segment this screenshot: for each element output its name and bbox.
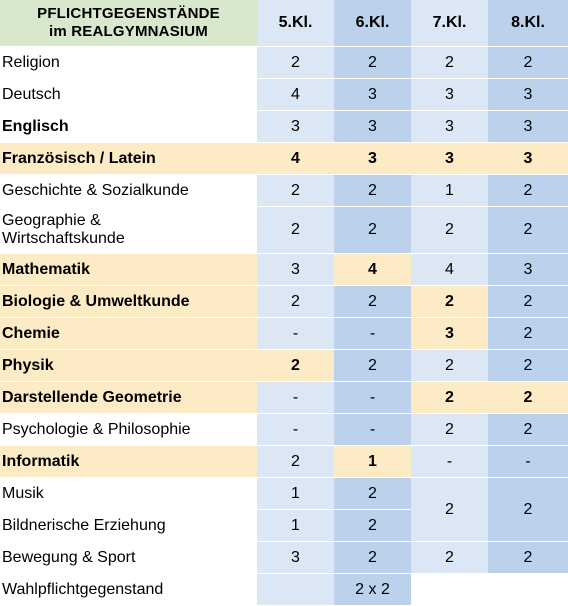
hours-cell: 2 (411, 286, 488, 318)
table-row (0, 318, 568, 350)
hours-cell: 3 (411, 79, 488, 111)
table-row (0, 446, 568, 478)
hours-cell: - (334, 414, 411, 446)
subject-label: Französisch / Latein (0, 143, 257, 175)
hours-cell: 2 (411, 47, 488, 79)
hours-cell: 2 (488, 350, 568, 382)
table-row (0, 414, 568, 446)
subject-label: Wahlpflichtgegenstand (0, 574, 257, 606)
hours-cell: 3 (257, 111, 334, 143)
hours-cell: 2 (488, 286, 568, 318)
hours-cell: 1 (257, 510, 334, 542)
hours-cell: 2 (411, 414, 488, 446)
table-row (0, 542, 568, 574)
table-row (0, 574, 568, 606)
grade-header-5: 5.Kl. (257, 0, 334, 47)
hours-cell: 2 (411, 207, 488, 254)
hours-cell: - (257, 318, 334, 350)
hours-cell: 4 (257, 79, 334, 111)
hours-cell (257, 574, 334, 606)
hours-cell: 3 (488, 111, 568, 143)
subject-label: Informatik (0, 446, 257, 478)
hours-cell: 2 (257, 207, 334, 254)
hours-cell: - (334, 318, 411, 350)
subject-label: Deutsch (0, 79, 257, 111)
hours-cell: 4 (334, 254, 411, 286)
hours-cell: 1 (411, 175, 488, 207)
table-title (0, 0, 257, 47)
hours-cell: 2 (488, 207, 568, 254)
hours-cell: - (411, 446, 488, 478)
hours-cell: 3 (257, 254, 334, 286)
table-row (0, 175, 568, 207)
table-row (0, 286, 568, 318)
hours-cell: 3 (488, 143, 568, 175)
grade-header-8: 8.Kl. (488, 0, 568, 47)
hours-cell: 4 (411, 254, 488, 286)
table-title-line2: im REALGYMNASIUM (48, 23, 209, 40)
subject-label: Englisch (0, 111, 257, 143)
subject-label: Darstellende Geometrie (0, 382, 257, 414)
empty-cell (488, 574, 568, 606)
hours-cell: 2 (488, 318, 568, 350)
subject-label: Bildnerische Erziehung (0, 510, 257, 542)
hours-cell: - (488, 446, 568, 478)
subject-label-line1: Geographie & (2, 212, 101, 229)
table-row (0, 207, 568, 254)
hours-cell: 2 (257, 286, 334, 318)
hours-cell: 3 (488, 79, 568, 111)
hours-cell: 2 (411, 350, 488, 382)
hours-cell: 2 (488, 47, 568, 79)
hours-cell: 2 (488, 414, 568, 446)
table-row (0, 143, 568, 175)
hours-cell: - (257, 414, 334, 446)
subject-label: Musik (0, 478, 257, 510)
hours-cell: 3 (257, 542, 334, 574)
subject-label: Biologie & Umweltkunde (0, 286, 257, 318)
hours-cell: - (257, 382, 334, 414)
hours-cell: - (334, 382, 411, 414)
merged-hours-cell: 2 (488, 478, 568, 542)
hours-cell: 2 (334, 175, 411, 207)
hours-cell: 2 (334, 286, 411, 318)
table-row (0, 382, 568, 414)
empty-cell (411, 574, 488, 606)
hours-cell: 2 (334, 478, 411, 510)
hours-cell: 2 (257, 350, 334, 382)
table-row (0, 111, 568, 143)
grade-header-6: 6.Kl. (334, 0, 411, 47)
hours-cell: 3 (488, 254, 568, 286)
hours-cell: 2 (334, 350, 411, 382)
table-row (0, 47, 568, 79)
hours-cell: 3 (411, 318, 488, 350)
subject-label-line2: Wirtschaftskunde (2, 230, 125, 247)
hours-cell: 2 x 2 (334, 574, 411, 606)
header-row (0, 0, 568, 47)
subject-label: Religion (0, 47, 257, 79)
hours-cell: 3 (334, 111, 411, 143)
hours-cell: 3 (334, 79, 411, 111)
hours-cell: 2 (411, 382, 488, 414)
subject-label (0, 207, 257, 254)
hours-cell: 2 (334, 510, 411, 542)
table-row (0, 350, 568, 382)
hours-cell: 2 (488, 542, 568, 574)
subject-label: Bewegung & Sport (0, 542, 257, 574)
subject-label: Geschichte & Sozialkunde (0, 175, 257, 207)
hours-cell: 2 (411, 542, 488, 574)
hours-cell: 3 (411, 111, 488, 143)
table-title-line1: PFLICHTGEGENSTÄNDE (37, 5, 220, 22)
hours-cell: 1 (334, 446, 411, 478)
hours-cell: 1 (257, 478, 334, 510)
hours-cell: 4 (257, 143, 334, 175)
subject-label: Physik (0, 350, 257, 382)
hours-cell: 2 (488, 175, 568, 207)
subject-label: Psychologie & Philosophie (0, 414, 257, 446)
grade-header-7: 7.Kl. (411, 0, 488, 47)
hours-cell: 2 (257, 446, 334, 478)
table-row (0, 478, 568, 510)
subject-label: Chemie (0, 318, 257, 350)
merged-hours-cell: 2 (411, 478, 488, 542)
hours-cell: 3 (334, 143, 411, 175)
hours-cell: 3 (411, 143, 488, 175)
hours-cell: 2 (257, 175, 334, 207)
subject-label: Mathematik (0, 254, 257, 286)
hours-cell: 2 (488, 382, 568, 414)
hours-cell: 2 (257, 47, 334, 79)
hours-cell: 2 (334, 47, 411, 79)
hours-cell: 2 (334, 542, 411, 574)
table-row (0, 254, 568, 286)
table-row (0, 79, 568, 111)
hours-cell: 2 (334, 207, 411, 254)
